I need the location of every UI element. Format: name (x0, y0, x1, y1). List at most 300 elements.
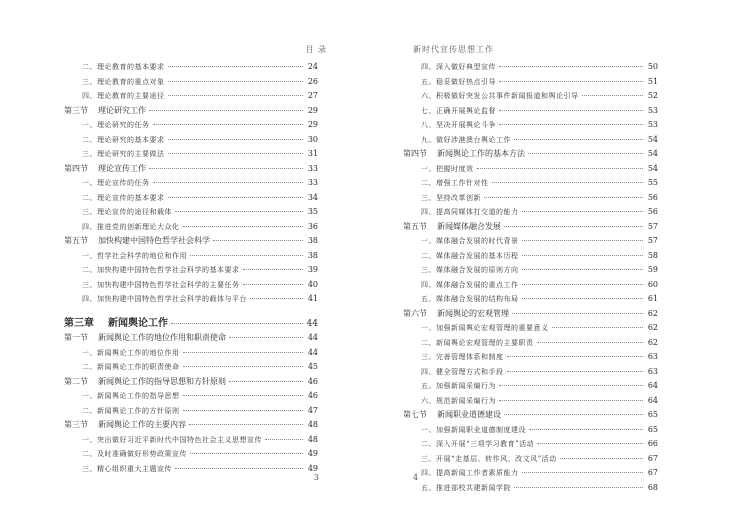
toc-entry-text: 一、把握时度效 (421, 164, 474, 173)
toc-entry-page: 67 (647, 468, 658, 477)
toc-dot-leader (512, 312, 643, 314)
toc-dot-leader (499, 384, 643, 386)
toc-section (403, 147, 658, 162)
toc-entry-text: 二、理论研究的基本要求 (82, 135, 165, 144)
toc-entry-title (64, 104, 146, 119)
toc-entry-title (64, 75, 165, 90)
toc-dot-leader (537, 341, 644, 343)
toc-dot-leader (183, 409, 304, 411)
left-toc-list (64, 60, 318, 476)
toc-entry-title (403, 234, 519, 249)
toc-entry-page: 62 (647, 337, 658, 347)
left-page-number: 3 (313, 473, 319, 482)
toc-dot-leader (522, 239, 644, 241)
toc-entry-page: 46 (307, 376, 318, 386)
toc-item (64, 433, 318, 448)
toc-entry-title (403, 292, 519, 307)
toc-entry-text: 八、坚决开展舆论斗争 (421, 121, 496, 129)
toc-dot-leader (168, 138, 304, 140)
toc-dot-leader (183, 394, 304, 396)
toc-entry-text: 一、新闻舆论工作的指导思想 (82, 392, 180, 400)
toc-entry-page: 64 (647, 381, 658, 390)
toc-item (403, 205, 658, 220)
toc-dot-leader (153, 123, 304, 125)
toc-entry-page: 56 (647, 192, 658, 202)
toc-entry-text: 三、精心组织重大主题宣传 (82, 464, 172, 473)
toc-entry-page: 31 (307, 149, 318, 158)
right-running-head: 新时代宣传思想工作 (413, 45, 494, 54)
toc-entry-title (64, 292, 247, 307)
toc-dot-leader (499, 109, 643, 111)
toc-entry-title (64, 133, 165, 148)
toc-item (64, 191, 318, 206)
toc-item (403, 234, 658, 249)
toc-entry-page: 36 (307, 221, 318, 231)
toc-item (403, 336, 658, 351)
toc-entry-page: 33 (307, 178, 318, 187)
toc-item (403, 321, 658, 336)
toc-entry-label: 第四节 (64, 163, 88, 173)
toc-entry-text: 加快构建中国特色哲学社会科学 (98, 236, 210, 245)
toc-item (403, 176, 658, 191)
toc-entry-page: 58 (647, 250, 658, 260)
toc-entry-page: 46 (307, 391, 318, 400)
toc-dot-leader (522, 471, 644, 473)
toc-dot-leader (229, 380, 303, 382)
toc-item (64, 360, 318, 375)
toc-entry-text: 一、理论宣传的任务 (82, 179, 150, 187)
toc-entry-page: 63 (647, 352, 658, 361)
toc-entry-label: 第三章 (64, 317, 94, 329)
toc-entry-page: 48 (307, 434, 318, 444)
toc-entry-page: 40 (307, 279, 318, 289)
toc-entry-page: 65 (647, 410, 658, 419)
toc-entry-text: 一、加强新闻舆论宏观管理的重要意义 (421, 324, 549, 332)
toc-item (403, 104, 658, 119)
toc-item (64, 176, 318, 191)
toc-entry-page: 60 (647, 279, 658, 289)
left-running-head: 目 录 (305, 45, 327, 54)
toc-item (64, 118, 318, 133)
toc-dot-leader (522, 210, 644, 212)
toc-entry-text: 四、推进党的创新理论大众化 (82, 222, 180, 231)
toc-item (403, 481, 658, 496)
toc-dot-leader (168, 80, 304, 82)
toc-entry-page: 64 (647, 395, 658, 405)
toc-dot-leader (183, 351, 304, 353)
toc-item (403, 249, 658, 264)
toc-entry-title (64, 263, 240, 278)
toc-entry-text: 新闻职业道德建设 (437, 410, 501, 419)
toc-entry-text: 理论宣传工作 (98, 163, 146, 173)
toc-entry-page: 62 (647, 323, 658, 332)
toc-dot-leader (499, 65, 643, 67)
right-page-number: 4 (413, 473, 419, 482)
toc-entry-text: 五、推进部校共建新闻学院 (421, 483, 511, 492)
toc-entry-page: 39 (307, 265, 318, 274)
toc-entry-text: 四、理论教育的主要途径 (82, 92, 165, 100)
toc-entry-page: 54 (647, 134, 658, 144)
toc-entry-text: 三、加快构建中国特色哲学社会科学的主要任务 (82, 280, 240, 289)
toc-entry-title (64, 317, 168, 332)
toc-item (64, 249, 318, 264)
toc-entry-text: 新闻舆论工作的主要内容 (98, 420, 186, 429)
toc-dot-leader (190, 254, 303, 256)
toc-entry-title (403, 60, 496, 75)
toc-entry-title (403, 466, 519, 481)
toc-entry-text: 理论研究工作 (98, 105, 146, 115)
toc-item (403, 466, 658, 481)
toc-entry-title (64, 404, 180, 419)
toc-entry-text: 二、新闻舆论工作的职责使命 (82, 363, 180, 371)
toc-entry-title (403, 307, 509, 322)
toc-dot-leader (507, 370, 644, 372)
toc-entry-title (403, 379, 496, 394)
toc-entry-title (64, 278, 240, 293)
toc-entry-title (403, 336, 534, 351)
toc-dot-leader (492, 181, 644, 183)
toc-entry-text: 五、稳妥做好热点引导 (421, 77, 496, 86)
toc-item (403, 162, 658, 177)
toc-entry-title (403, 104, 496, 119)
toc-entry-page: 53 (647, 120, 658, 129)
toc-entry-page: 38 (307, 236, 318, 245)
toc-entry-title (403, 118, 496, 133)
toc-item (64, 389, 318, 404)
toc-entry-title (403, 249, 519, 264)
toc-entry-page: 65 (647, 424, 658, 434)
toc-dot-leader (243, 283, 304, 285)
toc-entry-page: 61 (647, 294, 658, 303)
toc-entry-page: 57 (647, 236, 658, 245)
toc-entry-page: 66 (647, 439, 658, 448)
toc-entry-text: 四、提高同媒体打交道的能力 (421, 208, 519, 216)
toc-entry-page: 49 (307, 449, 318, 458)
toc-entry-title (64, 462, 172, 477)
toc-dot-leader (504, 225, 643, 227)
toc-entry-page: 24 (307, 62, 318, 71)
toc-dot-leader (522, 254, 644, 256)
toc-entry-page: 45 (307, 362, 318, 371)
toc-section (64, 104, 318, 119)
toc-entry-label: 第四节 (403, 149, 427, 158)
toc-entry-title (403, 147, 525, 162)
toc-entry-text: 三、完善管理体系和制度 (421, 353, 504, 361)
toc-item (403, 365, 658, 380)
toc-dot-leader (499, 123, 643, 125)
toc-dot-leader (250, 297, 303, 299)
toc-item (64, 447, 318, 462)
toc-entry-label: 第七节 (403, 410, 427, 419)
toc-entry-text: 新闻舆论工作的基本方法 (437, 149, 525, 158)
toc-entry-page: 63 (647, 366, 658, 376)
toc-entry-text: 三、开展“走基层、转作风、改文风”活动 (421, 454, 557, 463)
toc-item (64, 133, 318, 148)
toc-entry-page: 54 (647, 163, 658, 173)
toc-item (403, 75, 658, 90)
toc-dot-leader (190, 452, 303, 454)
toc-entry-title (403, 75, 496, 90)
toc-dot-leader (522, 268, 644, 270)
toc-entry-title (64, 418, 186, 433)
toc-dot-leader (504, 413, 643, 415)
toc-dot-leader (149, 167, 303, 169)
toc-dot-leader (514, 486, 643, 488)
toc-entry-title (64, 60, 165, 75)
toc-entry-title (403, 394, 496, 409)
toc-dot-leader (229, 336, 303, 338)
toc-dot-leader (477, 167, 644, 169)
toc-dot-leader (183, 225, 304, 227)
toc-entry-text: 七、正确开展舆论监督 (421, 106, 496, 115)
toc-item (403, 278, 658, 293)
toc-dot-leader (484, 196, 643, 198)
toc-entry-page: 68 (647, 482, 658, 492)
toc-entry-title (403, 321, 549, 336)
toc-entry-text: 六、规范新闻采编行为 (421, 396, 496, 405)
toc-entry-title (64, 447, 187, 462)
toc-section (403, 220, 658, 235)
toc-entry-page: 38 (307, 250, 318, 260)
toc-dot-leader (560, 457, 643, 459)
toc-entry-page: 35 (307, 207, 318, 216)
toc-entry-title (403, 162, 474, 177)
toc-entry-title (403, 133, 511, 148)
toc-entry-text: 二、新闻舆论宏观管理的主要职责 (421, 338, 534, 347)
toc-dot-leader (528, 152, 643, 154)
toc-entry-text: 三、坚持改革创新 (421, 193, 481, 202)
toc-entry-label: 第三节 (64, 105, 88, 115)
toc-dot-leader (175, 210, 303, 212)
toc-entry-page: 44 (307, 347, 318, 357)
toc-entry-text: 一、加强新闻职业道德制度建设 (421, 425, 526, 434)
toc-item (64, 404, 318, 419)
toc-entry-page: 47 (307, 405, 318, 415)
toc-item (403, 379, 658, 394)
toc-dot-leader (171, 322, 303, 324)
toc-item (64, 462, 318, 477)
toc-entry-page: 26 (307, 76, 318, 86)
toc-entry-title (403, 278, 519, 293)
toc-entry-title (64, 389, 180, 404)
toc-entry-text: 四、加快构建中国特色哲学社会科学的载体与平台 (82, 295, 247, 303)
toc-item (64, 89, 318, 104)
toc-entry-page: 62 (647, 308, 658, 318)
toc-entry-text: 二、理论教育的基本要求 (82, 63, 165, 71)
toc-section (403, 408, 658, 423)
toc-entry-text: 三、理论教育的重点对象 (82, 77, 165, 86)
toc-item (403, 89, 658, 104)
toc-entry-text: 三、理论宣传的途径和载体 (82, 208, 172, 216)
toc-dot-leader (168, 65, 304, 67)
toc-dot-leader (183, 365, 304, 367)
toc-entry-text: 一、突出做好习近平新时代中国特色社会主义思想宣传 (82, 435, 262, 444)
toc-entry-text: 一、新闻舆论工作的地位作用 (82, 348, 180, 357)
toc-dot-leader (514, 138, 643, 140)
toc-item (64, 205, 318, 220)
toc-dot-leader (529, 428, 643, 430)
toc-item (403, 133, 658, 148)
toc-section (64, 375, 318, 390)
toc-entry-title (403, 481, 511, 496)
toc-entry-title (64, 147, 165, 162)
toc-entry-title (403, 176, 489, 191)
toc-entry-text: 五、加强新闻采编行为 (421, 382, 496, 390)
toc-entry-page: 34 (307, 192, 318, 202)
toc-entry-page: 53 (647, 105, 658, 115)
toc-entry-title (64, 118, 150, 133)
toc-entry-text: 五、媒体融合发展的结构布局 (421, 295, 519, 303)
toc-dot-leader (243, 268, 304, 270)
toc-entry-title (403, 191, 481, 206)
toc-entry-label: 第三节 (64, 420, 88, 429)
toc-dot-leader (149, 109, 303, 111)
toc-entry-text: 二、理论宣传的基本要求 (82, 193, 165, 202)
toc-entry-text: 新闻舆论工作的指导思想和方针原则 (98, 376, 226, 386)
toc-entry-page: 52 (647, 91, 658, 100)
toc-entry-title (403, 263, 519, 278)
toc-item (403, 191, 658, 206)
toc-entry-page: 49 (307, 463, 318, 473)
toc-entry-text: 二、增强工作针对性 (421, 179, 489, 187)
toc-dot-leader (522, 297, 644, 299)
toc-entry-page: 41 (307, 294, 318, 303)
toc-dot-leader (213, 239, 303, 241)
toc-entry-page: 59 (647, 265, 658, 274)
toc-section (64, 418, 318, 433)
toc-entry-text: 二、加快构建中国特色哲学社会科学的基本要求 (82, 266, 240, 274)
toc-entry-text: 一、媒体融合发展的时代背景 (421, 237, 519, 245)
toc-dot-leader (552, 326, 644, 328)
toc-entry-page: 44 (306, 318, 318, 329)
toc-entry-page: 44 (307, 333, 318, 342)
toc-entry-page: 50 (647, 62, 658, 71)
toc-entry-title (64, 205, 172, 220)
toc-entry-title (403, 408, 501, 423)
toc-entry-title (403, 220, 501, 235)
toc-entry-title (403, 205, 519, 220)
toc-entry-label: 第一节 (64, 333, 88, 342)
toc-entry-page: 54 (647, 149, 658, 158)
toc-entry-text: 二、深入开展“三项学习教育”活动 (421, 440, 535, 448)
toc-item (403, 350, 658, 365)
toc-item (64, 278, 318, 293)
toc-chapter (64, 317, 318, 332)
toc-entry-text: 二、媒体融合发展的基本历程 (421, 251, 519, 260)
toc-entry-text: 新闻媒体融合发展 (437, 221, 501, 231)
toc-entry-page: 51 (647, 76, 658, 86)
toc-entry-title (403, 365, 504, 380)
toc-entry-title (64, 191, 165, 206)
toc-entry-title (64, 360, 180, 375)
toc-entry-text: 三、理论研究的主要做法 (82, 150, 165, 158)
toc-dot-leader (175, 467, 303, 469)
toc-entry-title (403, 437, 534, 452)
toc-entry-page: 56 (647, 207, 658, 216)
toc-entry-page: 55 (647, 178, 658, 187)
toc-dot-leader (168, 94, 304, 96)
toc-entry-title (64, 433, 262, 448)
toc-entry-page: 30 (307, 134, 318, 144)
toc-entry-text: 四、媒体融合发展的重点工作 (421, 280, 519, 289)
toc-dot-leader (265, 438, 303, 440)
toc-entry-text: 四、提高新闻工作者素质能力 (421, 469, 519, 477)
right-toc-list (403, 60, 658, 495)
toc-entry-title (64, 176, 150, 191)
toc-item (64, 292, 318, 307)
toc-dot-leader (168, 152, 304, 154)
toc-entry-label: 第二节 (64, 376, 88, 386)
toc-entry-title (64, 346, 180, 361)
toc-item (64, 147, 318, 162)
toc-entry-text: 三、媒体融合发展的原则方向 (421, 266, 519, 274)
toc-item (403, 60, 658, 75)
toc-entry-page: 29 (307, 105, 318, 115)
toc-entry-label: 第五节 (403, 221, 427, 231)
toc-entry-text: 二、及时准确做好形势政策宣传 (82, 450, 187, 458)
toc-entry-title (64, 162, 146, 177)
toc-entry-page: 29 (307, 120, 318, 129)
toc-entry-title (403, 452, 557, 467)
toc-entry-title (64, 220, 180, 235)
toc-section (64, 331, 318, 346)
toc-dot-leader (168, 196, 304, 198)
toc-entry-text: 新闻舆论的宏观管理 (437, 308, 509, 318)
toc-dot-leader (537, 442, 643, 444)
toc-entry-page: 27 (307, 91, 318, 100)
toc-dot-leader (522, 283, 644, 285)
toc-item (403, 292, 658, 307)
toc-entry-text: 二、新闻舆论工作的方针原则 (82, 406, 180, 415)
toc-entry-title (64, 249, 187, 264)
toc-entry-title (64, 234, 210, 249)
toc-entry-title (64, 331, 226, 346)
toc-entry-title (403, 89, 579, 104)
toc-entry-text: 四、健全管理方式和手段 (421, 367, 504, 376)
toc-item (403, 423, 658, 438)
toc-entry-title (64, 375, 226, 390)
toc-dot-leader (499, 399, 643, 401)
toc-item (64, 60, 318, 75)
toc-item (64, 75, 318, 90)
toc-entry-label: 第五节 (64, 236, 88, 245)
toc-dot-leader (582, 94, 644, 96)
toc-dot-leader (499, 80, 643, 82)
toc-item (64, 346, 318, 361)
toc-entry-page: 48 (307, 420, 318, 429)
toc-entry-text: 四、深入做好典型宣传 (421, 63, 496, 71)
toc-section (64, 162, 318, 177)
toc-dot-leader (189, 423, 303, 425)
toc-entry-text: 一、哲学社会科学的地位和作用 (82, 251, 187, 260)
toc-item (403, 118, 658, 133)
toc-item (403, 394, 658, 409)
toc-item (403, 452, 658, 467)
toc-dot-leader (507, 355, 644, 357)
toc-entry-text: 九、做好涉港澳台舆论工作 (421, 135, 511, 144)
toc-entry-text: 新闻舆论工作 (108, 317, 168, 329)
right-page (365, 0, 730, 508)
toc-entry-title (403, 350, 504, 365)
toc-item (64, 263, 318, 278)
toc-dot-leader (153, 181, 304, 183)
toc-entry-title (403, 423, 526, 438)
toc-item (64, 220, 318, 235)
toc-item (403, 437, 658, 452)
toc-entry-text: 一、理论研究的任务 (82, 121, 150, 129)
toc-section (403, 307, 658, 322)
toc-entry-page: 67 (647, 453, 658, 463)
